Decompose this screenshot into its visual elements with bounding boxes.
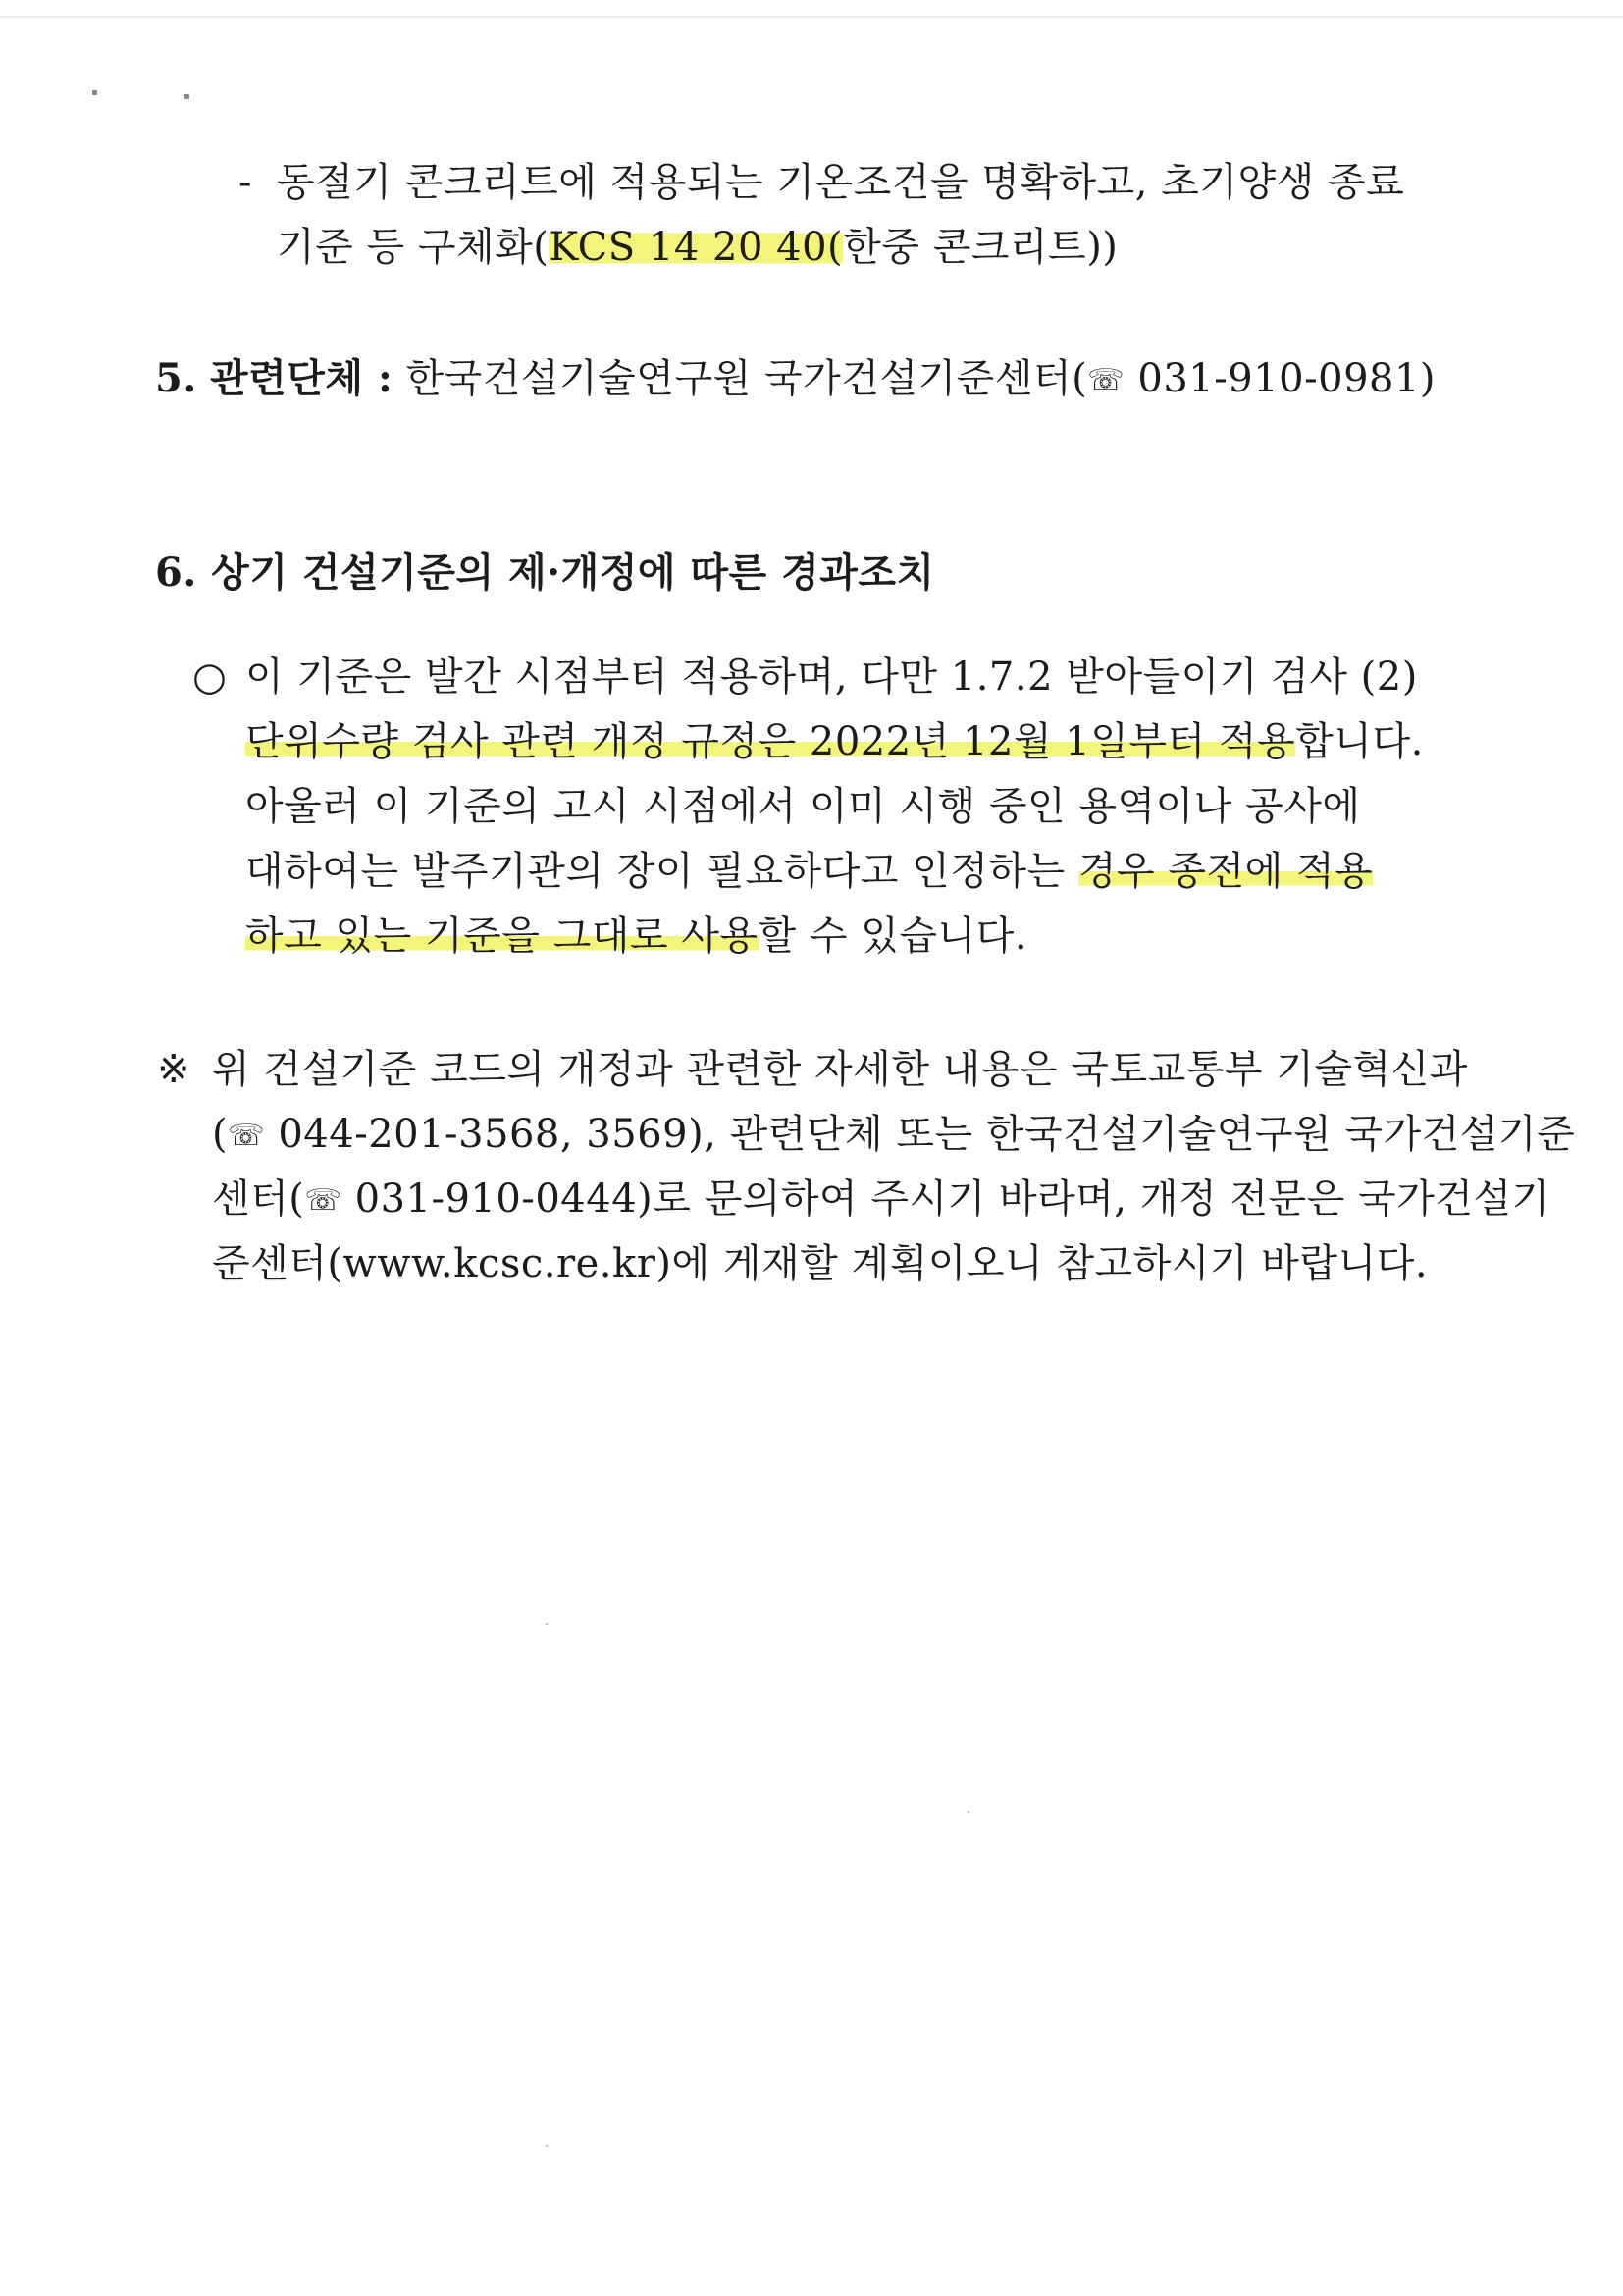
scan-dot: [92, 90, 97, 95]
note-line-2: [212, 1105, 1575, 1166]
section-6-line-3: 아울러 이 기준의 고시 시점에서 이미 시행 중인 용역이나 공사에: [245, 784, 1361, 829]
scan-speck: [968, 1811, 969, 1813]
section-5-org: 한국건설기술연구원 국가건설기준센터(: [405, 356, 1088, 401]
highlighted-previous: 경우 종전에 적용: [1077, 849, 1374, 894]
note-line-3-text: 031-910-0444)로 문의하여 주시기 바라며, 개정 전문은 국가건설기: [341, 1176, 1550, 1222]
section-6-line-2-rest: 합니다.: [1295, 719, 1424, 764]
phone-icon: ☏: [304, 1183, 342, 1218]
intro-text-b: 한중 콘크리트)): [843, 225, 1119, 270]
section-5-label: 관련단체 :: [209, 355, 393, 401]
section-5-phone: 031-910-0981): [1137, 356, 1437, 401]
highlighted-revision: 단위수량 검사 관련 개정 규정은 2022년 12월 1일부터 적용: [245, 719, 1296, 764]
note-line-4: 준센터(www.kcsc.re.kr)에 게재할 계획이오니 참고하시기 바랍니다.: [212, 1241, 1429, 1286]
section-6-line-5-rest: 할 수 있습니다.: [758, 913, 1028, 959]
note-marker: ※: [157, 1047, 190, 1092]
section-5: [155, 349, 1436, 410]
circle-bullet-marker: ○: [192, 654, 227, 700]
note-line-2-text: 044-201-3568, 3569), 관련단체 또는 한국건설기술연구원 국가건설기준: [265, 1112, 1576, 1157]
note-line-3-open: 센터(: [212, 1176, 305, 1222]
section-6-line-4: [245, 842, 1373, 901]
dash-marker: -: [238, 160, 252, 205]
section-6-line-5: [245, 907, 1027, 965]
highlighted-code: KCS 14 20 40(: [549, 225, 844, 270]
highlighted-existing-standard: 하고 있는 기준을 그대로 사용: [245, 913, 759, 959]
intro-line-1: 동절기 콘크리트에 적용되는 기온조건을 명확하고, 초기양생 종료: [277, 160, 1405, 205]
phone-icon: ☏: [228, 1119, 266, 1153]
scan-speck: [546, 1623, 548, 1625]
scan-speck: [546, 2145, 548, 2147]
scan-top-edge: [0, 16, 1623, 18]
intro-line-2: [277, 218, 1118, 277]
note-line-2-open: (: [212, 1112, 229, 1157]
note-line-1: 위 건설기준 코드의 개정과 관련한 자세한 내용은 국토교통부 기술혁신과: [212, 1047, 1468, 1092]
scan-dot: [184, 94, 189, 99]
intro-text-a: 기준 등 구체화(: [277, 225, 550, 270]
section-6-line-2: [245, 712, 1424, 771]
section-6-line-4-text: 대하여는 발주기관의 장이 필요하다고 인정하는: [245, 849, 1078, 894]
section-6-heading: 6. 상기 건설기준의 제·개정에 따른 경과조치: [155, 549, 935, 596]
section-5-number: 5.: [155, 355, 197, 401]
phone-icon: ☏: [1087, 363, 1126, 397]
note-line-3: [212, 1170, 1550, 1230]
section-6-line-1: 이 기준은 발간 시점부터 적용하며, 다만 1.7.2 받아들이기 검사 (2): [245, 654, 1418, 700]
